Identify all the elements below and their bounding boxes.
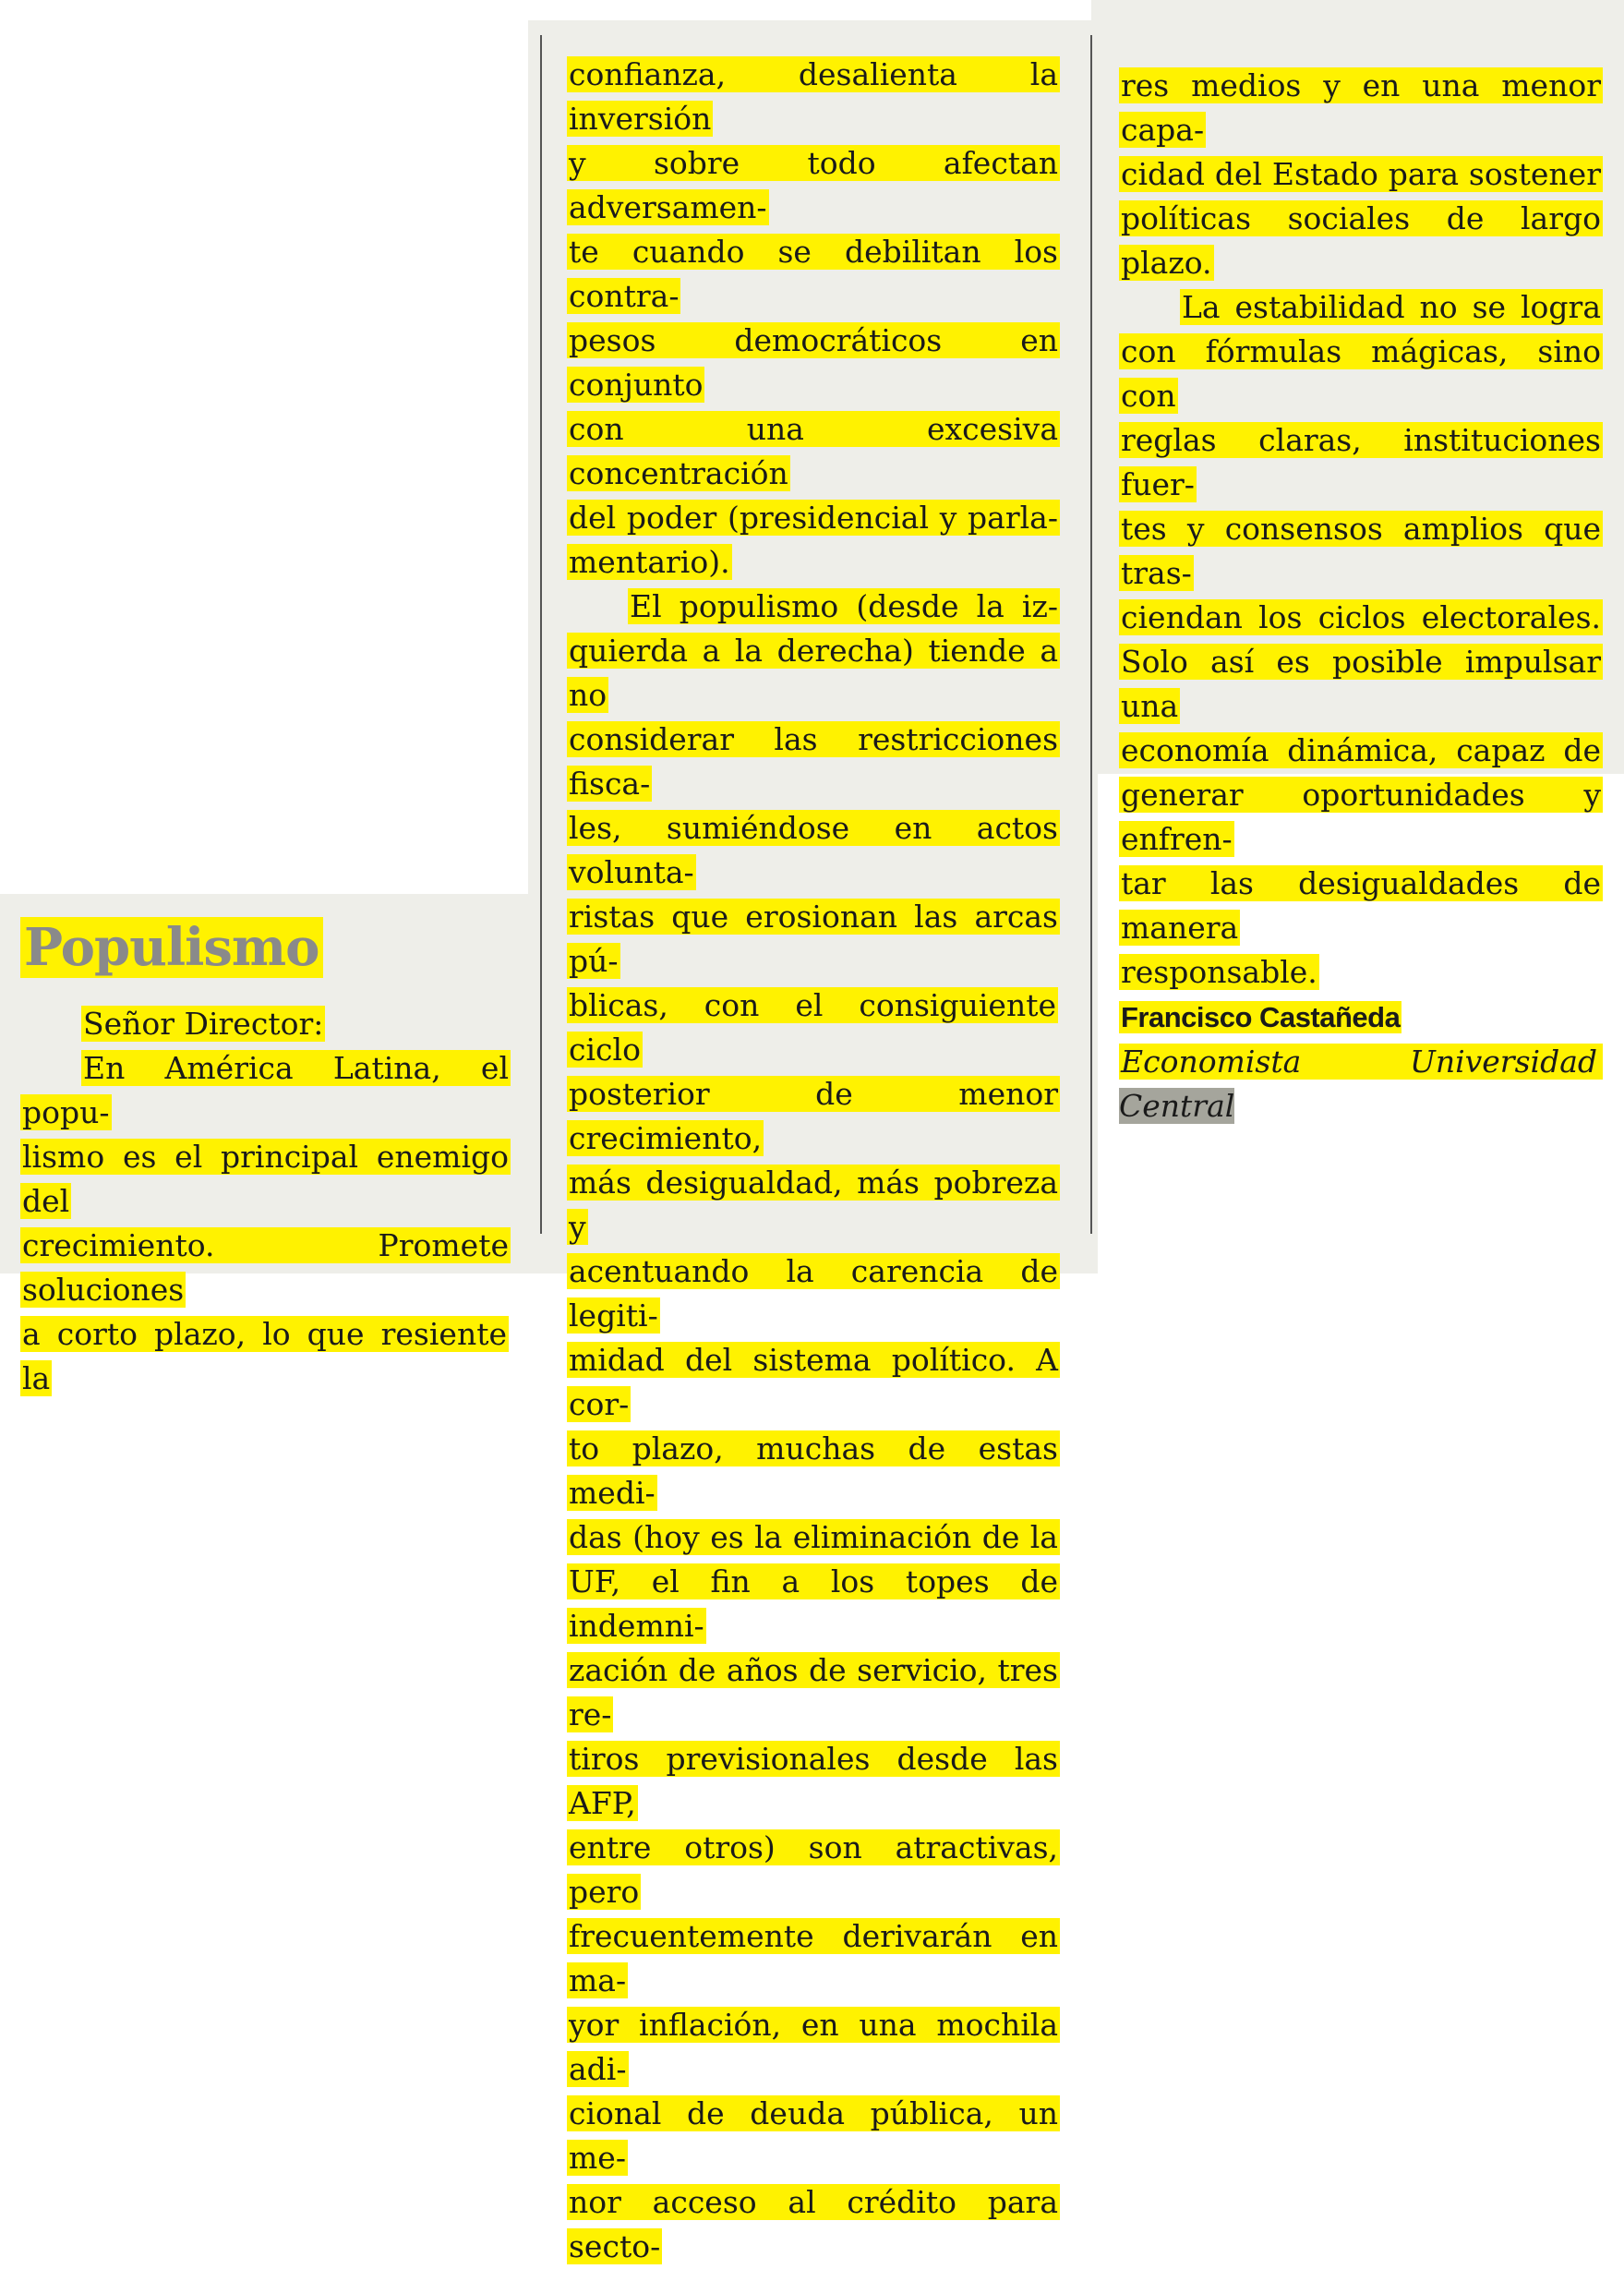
text-line: frecuentemente derivarán en ma- (569, 1918, 1058, 1998)
text-line: posterior de menor crecimiento, (569, 1076, 1058, 1156)
text-line: zación de años de servicio, tres re- (569, 1652, 1058, 1732)
text-line: entre otros) son atractivas, pero (569, 1829, 1058, 1910)
text-line: UF, el fin a los topes de indemni- (569, 1563, 1058, 1644)
column-1 (20, 1002, 511, 1401)
column-rule-right (1090, 35, 1092, 1234)
text-line: En América Latina, el popu- (22, 1050, 509, 1130)
author-affiliation: Economista Universidad Central (1119, 1040, 1603, 1128)
text-line: blicas, con el consiguiente ciclo (569, 987, 1056, 1068)
text-line: ciendan los ciclos electorales. (1121, 599, 1601, 635)
text-line: yor inflación, en una mochila adi- (569, 2007, 1058, 2087)
text-line: generar oportunidades y enfren- (1121, 777, 1601, 857)
column-2 (567, 53, 1060, 2269)
text-line: mentario). (569, 544, 730, 580)
text-line: considerar las restricciones fisca- (569, 721, 1058, 802)
column-rule-left (540, 35, 542, 1234)
text-line: más desigualdad, más pobreza y (569, 1165, 1058, 1245)
text-line: El populismo (desde la iz- (630, 588, 1058, 624)
text-line: Solo así es posible impulsar una (1121, 644, 1601, 724)
text-line: políticas sociales de largo plazo. (1121, 200, 1601, 281)
text-line: economía dinámica, capaz de (1121, 732, 1601, 768)
column-3 (1119, 64, 1603, 1128)
text-line: con una excesiva concentración (569, 411, 1058, 491)
text-line: acentuando la carencia de legiti- (569, 1253, 1058, 1334)
text-line: to plazo, muchas de estas medi- (569, 1430, 1058, 1511)
text-line: res medios y en una menor capa- (1121, 67, 1601, 148)
text-line: responsable. (1121, 954, 1317, 990)
text-line: te cuando se debilitan los contra- (569, 234, 1058, 314)
letter-title: Populismo (20, 916, 323, 979)
text-line: das (hoy es la eliminación de la (569, 1519, 1058, 1555)
text-line: tar las desigualdades de manera (1121, 865, 1601, 946)
salutation: Señor Director: (83, 1006, 324, 1042)
text-line: ristas que erosionan las arcas pú- (569, 899, 1058, 979)
text-line: quierda a la derecha) tiende a no (569, 633, 1058, 713)
text-line: nor acceso al crédito para secto- (569, 2184, 1058, 2264)
text-line: reglas claras, instituciones fuer- (1121, 422, 1601, 502)
text-line: del poder (presidencial y parla- (569, 500, 1058, 536)
text-line: confianza, desalienta la inversión (569, 56, 1058, 137)
text-line: La estabilidad no se logra (1182, 289, 1601, 325)
text-line: cional de deuda pública, un me- (569, 2095, 1058, 2176)
text-line: y sobre todo afectan adversamen- (569, 145, 1058, 225)
text-line: tes y consensos amplios que tras- (1121, 511, 1601, 591)
text-line: crecimiento. Promete soluciones (22, 1227, 509, 1308)
text-line: cidad del Estado para sostener (1121, 156, 1601, 192)
text-line: les, sumiéndose en actos volunta- (569, 810, 1058, 890)
text-line: a corto plazo, lo que resiente la (22, 1316, 507, 1396)
text-line: tiros previsionales desde las AFP, (569, 1741, 1058, 1821)
author-name: Francisco Castañeda (1121, 1001, 1401, 1033)
text-line: lismo es el principal enemigo del (22, 1139, 509, 1219)
text-line: con fórmulas mágicas, sino con (1121, 333, 1601, 414)
text-line: midad del sistema político. A cor- (569, 1342, 1058, 1422)
text-line: pesos democráticos en conjunto (569, 322, 1058, 403)
